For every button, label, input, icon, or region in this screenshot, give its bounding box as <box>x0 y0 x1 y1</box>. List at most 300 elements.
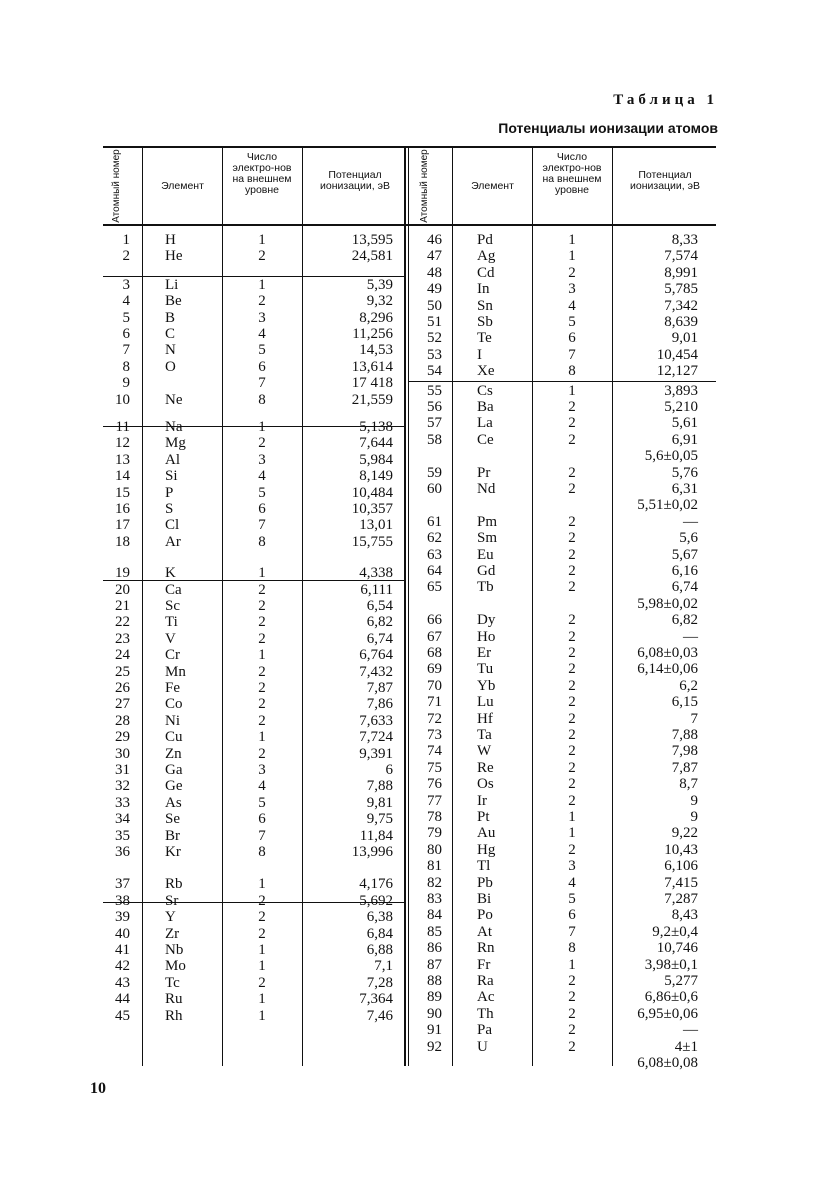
potential-cell: 10,43 <box>664 841 698 858</box>
element-cell: He <box>165 248 183 265</box>
page-number: 10 <box>90 1080 106 1097</box>
electrons-cell: 2 <box>568 727 576 743</box>
electrons-cell: 3 <box>258 762 266 778</box>
potential-cell: 6,14±0,06 <box>637 661 698 678</box>
atomic-number-cell: 26 <box>115 680 130 696</box>
electrons-cell <box>532 596 612 612</box>
header-element: Элемент <box>161 180 204 192</box>
electrons-cell: 7 <box>568 923 576 940</box>
potential-cell: 6,74 <box>366 630 393 647</box>
potential-cell: 6,88 <box>366 942 393 958</box>
electrons-cell: 8 <box>568 363 576 380</box>
potential-cell: 5,6±0,05 <box>644 448 698 465</box>
electrons-cell: 1 <box>258 419 266 435</box>
electrons-cell: 2 <box>568 431 576 448</box>
element-cell: In <box>477 281 490 298</box>
atomic-number-cell: 1 <box>122 232 130 248</box>
atomic-number-cell: 19 <box>115 565 130 582</box>
atomic-number-cell: 54 <box>427 363 442 380</box>
atomic-number-cell: 58 <box>427 431 442 448</box>
element-cell: Ce <box>477 431 494 448</box>
atomic-number-cell: 15 <box>115 484 130 501</box>
element-cell: Mg <box>165 435 186 452</box>
element-cell: Li <box>165 276 179 293</box>
potential-cell: — <box>683 628 698 645</box>
table-caption: Таблица 1 <box>613 92 718 108</box>
potential-cell: 7,574 <box>664 248 698 265</box>
electrons-cell: 2 <box>258 909 266 926</box>
electrons-cell: 2 <box>568 399 576 415</box>
potential-cell: 3,893 <box>664 382 698 399</box>
potential-cell: 9,22 <box>671 825 698 842</box>
electrons-cell: 4 <box>568 297 576 314</box>
element-cell: Ra <box>477 973 494 989</box>
atomic-number-cell: 41 <box>115 942 130 958</box>
potential-cell: 7,87 <box>671 759 698 776</box>
element-cell: Te <box>477 330 492 347</box>
potential-cell: 24,581 <box>351 248 393 265</box>
atomic-number-cell: 28 <box>115 712 130 729</box>
atomic-number-cell: 50 <box>427 297 442 314</box>
potential-cell: 9,75 <box>366 811 393 828</box>
potential-cell: 8,149 <box>359 468 393 485</box>
element-cell: Y <box>165 909 176 926</box>
atomic-number-cell: 85 <box>427 923 442 940</box>
element-cell: Sm <box>477 530 498 547</box>
header-atomic-number: Атомный номер <box>111 149 122 223</box>
element-cell: Fe <box>165 680 180 696</box>
atomic-number-cell: 46 <box>427 232 442 248</box>
atomic-number-cell: 20 <box>115 581 130 598</box>
element-cell: B <box>165 309 176 326</box>
element-cell: Pb <box>477 874 493 891</box>
atomic-number-cell: 80 <box>427 841 442 858</box>
potential-cell: 7,364 <box>359 991 393 1008</box>
electrons-cell: 2 <box>568 661 576 678</box>
electrons-cell: 6 <box>568 907 576 924</box>
atomic-number-cell: 77 <box>427 792 442 809</box>
electrons-cell: 8 <box>258 844 266 860</box>
element-cell <box>477 448 532 464</box>
element-cell: I <box>477 346 482 363</box>
electrons-cell: 3 <box>258 309 266 326</box>
element-cell: N <box>165 342 176 359</box>
atomic-number-cell: 62 <box>427 530 442 547</box>
potential-cell: 10,454 <box>656 346 698 363</box>
element-cell: Ag <box>477 248 496 265</box>
element-cell: Ta <box>477 727 492 743</box>
atomic-number-cell: 69 <box>427 661 442 678</box>
electrons-cell: 1 <box>568 809 576 825</box>
atomic-number-cell: 12 <box>115 435 130 452</box>
potential-cell: 7,287 <box>664 891 698 907</box>
atomic-number-cell: 45 <box>115 1007 130 1024</box>
potential-cell: 6,84 <box>366 925 393 942</box>
potential-cell: 9,2±0,4 <box>652 923 698 940</box>
electrons-cell: 1 <box>258 958 266 975</box>
potential-cell: 5,67 <box>671 546 698 563</box>
atomic-number-cell: 47 <box>427 248 442 265</box>
electrons-cell: 2 <box>568 841 576 858</box>
electrons-cell: 4 <box>258 468 266 485</box>
electrons-cell: 2 <box>258 614 266 631</box>
electrons-cell: 2 <box>258 435 266 452</box>
atomic-number-cell: 59 <box>427 464 442 481</box>
electrons-cell: 1 <box>258 876 266 893</box>
atomic-number-cell: 65 <box>427 579 442 596</box>
atomic-number-cell: 52 <box>427 330 442 347</box>
potential-cell: 10,484 <box>351 484 393 501</box>
element-cell: Th <box>477 1005 494 1022</box>
atomic-number-cell <box>408 1055 442 1071</box>
electrons-cell: 2 <box>258 696 266 713</box>
potential-cell: 5,76 <box>671 464 698 481</box>
atomic-number-cell: 75 <box>427 759 442 776</box>
potential-cell: 6,111 <box>360 581 393 598</box>
potential-cell: 7,1 <box>374 958 393 975</box>
potential-cell: 5,277 <box>664 973 698 989</box>
element-cell: Pa <box>477 1022 492 1039</box>
atomic-number-cell: 43 <box>115 974 130 991</box>
col-divider <box>142 148 143 1066</box>
element-cell: Rh <box>165 1007 183 1024</box>
electrons-cell: 2 <box>568 792 576 809</box>
element-cell: U <box>477 1038 488 1055</box>
element-cell: Sr <box>165 892 179 909</box>
element-cell: Ge <box>165 778 183 795</box>
electrons-cell: 2 <box>568 1038 576 1055</box>
electrons-cell: 4 <box>568 874 576 891</box>
atomic-number-cell <box>408 497 442 513</box>
element-cell: Rb <box>165 876 183 893</box>
element-cell: Nb <box>165 942 184 958</box>
atomic-number-cell: 3 <box>122 276 130 293</box>
potential-cell: 9 <box>690 809 698 825</box>
electrons-cell: 2 <box>568 612 576 629</box>
element-cell: Ar <box>165 533 181 550</box>
potential-cell: 8,7 <box>679 776 698 793</box>
potential-cell: 12,127 <box>656 363 698 380</box>
potential-cell: 15,755 <box>351 533 393 550</box>
potential-cell: 5,61 <box>671 415 698 432</box>
electrons-cell: 2 <box>258 248 266 265</box>
element-cell: Ni <box>165 712 180 729</box>
element-cell: Pd <box>477 232 493 248</box>
atomic-number-cell: 84 <box>427 907 442 924</box>
atomic-number-cell: 27 <box>115 696 130 713</box>
potential-cell: 6,38 <box>366 909 393 926</box>
atomic-number-cell: 51 <box>427 314 442 330</box>
potential-cell: 6,95±0,06 <box>637 1005 698 1022</box>
potential-cell: 8,296 <box>359 309 393 326</box>
electrons-cell: 2 <box>258 974 266 991</box>
electrons-cell: 8 <box>568 940 576 957</box>
element-cell: Pm <box>477 513 498 530</box>
electrons-cell: 2 <box>568 628 576 645</box>
atomic-number-cell: 61 <box>427 513 442 530</box>
element-cell: Hg <box>477 841 496 858</box>
element-cell: Bi <box>477 891 492 907</box>
electrons-cell: 2 <box>568 1005 576 1022</box>
potential-cell: 9,01 <box>671 330 698 347</box>
element-cell: O <box>165 358 176 375</box>
header-element: Элемент <box>471 180 514 192</box>
electrons-cell: 2 <box>568 481 576 497</box>
potential-cell: — <box>683 513 698 530</box>
electrons-cell: 2 <box>568 530 576 547</box>
potential-cell: 5,39 <box>366 276 393 293</box>
electrons-cell: 1 <box>258 1007 266 1024</box>
atomic-number-cell: 70 <box>427 677 442 694</box>
potential-cell: 7,432 <box>359 663 393 680</box>
potential-cell: 6,82 <box>671 612 698 629</box>
electrons-cell: 7 <box>258 517 266 534</box>
electrons-cell: 6 <box>258 358 266 375</box>
top-rule <box>103 146 716 148</box>
potential-cell: 6,91 <box>671 431 698 448</box>
potential-cell: 7,46 <box>366 1007 393 1024</box>
potential-cell: 6,2 <box>679 677 698 694</box>
potential-cell: 21,559 <box>351 391 393 408</box>
element-cell: Au <box>477 825 496 842</box>
potential-cell: 5,785 <box>664 281 698 298</box>
potential-cell: 6,08±0,08 <box>637 1055 698 1071</box>
potential-cell: 6,16 <box>671 563 698 579</box>
element-cell: Ga <box>165 762 183 778</box>
element-cell: Na <box>165 419 183 435</box>
element-cell: Cu <box>165 729 183 746</box>
potential-cell: 13,996 <box>351 844 393 860</box>
electrons-cell: 3 <box>258 451 266 468</box>
atomic-number-cell: 37 <box>115 876 130 893</box>
atomic-number-cell: 21 <box>115 598 130 614</box>
potential-cell: 6,15 <box>671 694 698 711</box>
electrons-cell: 2 <box>258 712 266 729</box>
col-divider <box>302 148 303 1066</box>
potential-cell: 13,595 <box>351 232 393 248</box>
atomic-number-cell: 30 <box>115 745 130 762</box>
electrons-cell: 2 <box>568 563 576 579</box>
atomic-number-cell: 33 <box>115 794 130 811</box>
atomic-number-cell: 53 <box>427 346 442 363</box>
electrons-cell: 5 <box>258 342 266 359</box>
potential-cell: 5,692 <box>359 892 393 909</box>
atomic-number-cell: 10 <box>115 391 130 408</box>
element-cell: K <box>165 565 176 582</box>
potential-cell: 17 418 <box>351 375 393 392</box>
atomic-number-cell: 79 <box>427 825 442 842</box>
atomic-number-cell: 89 <box>427 989 442 1006</box>
potential-cell: 4,176 <box>359 876 393 893</box>
atomic-number-cell: 16 <box>115 501 130 517</box>
atomic-number-cell: 60 <box>427 481 442 497</box>
potential-cell: 7 <box>690 710 698 727</box>
atomic-number-cell: 14 <box>115 468 130 485</box>
potential-cell: 5,6 <box>679 530 698 547</box>
potential-cell: 9 <box>690 792 698 809</box>
atomic-number-cell: 7 <box>122 342 130 359</box>
atomic-number-cell: 49 <box>427 281 442 298</box>
element-cell: Se <box>165 811 180 828</box>
electrons-cell <box>532 497 612 513</box>
table-title: Потенциалы ионизации атомов <box>498 120 718 136</box>
element-cell <box>477 1055 532 1071</box>
element-cell: Tl <box>477 858 491 875</box>
potential-cell: 7,342 <box>664 297 698 314</box>
potential-cell: 8,639 <box>664 314 698 330</box>
electrons-cell: 2 <box>258 680 266 696</box>
electrons-cell: 2 <box>258 663 266 680</box>
atomic-number-cell: 32 <box>115 778 130 795</box>
potential-cell: 7,98 <box>671 743 698 760</box>
element-cell: Cs <box>477 382 493 399</box>
atomic-number-cell: 36 <box>115 844 130 860</box>
potential-cell: 11,84 <box>359 827 393 844</box>
element-cell: Ac <box>477 989 495 1006</box>
element-cell: Be <box>165 293 182 310</box>
electrons-cell: 2 <box>568 513 576 530</box>
potential-cell: 7,88 <box>671 727 698 743</box>
electrons-cell: 2 <box>258 892 266 909</box>
atomic-number-cell: 57 <box>427 415 442 432</box>
electrons-cell: 7 <box>258 375 266 392</box>
potential-cell: 7,633 <box>359 712 393 729</box>
atomic-number-cell: 81 <box>427 858 442 875</box>
potential-cell: 7,87 <box>366 680 393 696</box>
potential-cell: 6 <box>385 762 393 778</box>
electrons-cell: 6 <box>258 501 266 517</box>
atomic-number-cell: 66 <box>427 612 442 629</box>
element-cell: Pr <box>477 464 491 481</box>
element-cell: P <box>165 484 174 501</box>
atomic-number-cell: 8 <box>122 358 130 375</box>
electrons-cell: 2 <box>568 710 576 727</box>
electrons-cell: 4 <box>258 326 266 342</box>
element-cell: Ne <box>165 391 183 408</box>
potential-cell: — <box>683 1022 698 1039</box>
electrons-cell: 2 <box>568 677 576 694</box>
element-cell: Re <box>477 759 494 776</box>
electrons-cell: 7 <box>258 827 266 844</box>
electrons-cell: 2 <box>568 464 576 481</box>
electrons-cell: 2 <box>568 759 576 776</box>
element-cell: Tb <box>477 579 494 596</box>
atomic-number-cell: 56 <box>427 399 442 415</box>
potential-cell: 6,82 <box>366 614 393 631</box>
atomic-number-cell: 9 <box>122 375 130 392</box>
atomic-number-cell: 48 <box>427 264 442 281</box>
atomic-number-cell: 11 <box>115 419 130 435</box>
element-cell: Cl <box>165 517 180 534</box>
potential-cell: 4,338 <box>359 565 393 582</box>
element-cell: Co <box>165 696 183 713</box>
electrons-cell: 1 <box>258 991 266 1008</box>
electrons-cell: 2 <box>568 776 576 793</box>
electrons-cell: 1 <box>568 956 576 973</box>
electrons-cell: 5 <box>568 314 576 330</box>
potential-cell: 9,391 <box>359 745 393 762</box>
element-cell: Ir <box>477 792 487 809</box>
potential-cell: 7,415 <box>664 874 698 891</box>
electrons-cell: 2 <box>568 694 576 711</box>
element-cell: Lu <box>477 694 494 711</box>
electrons-cell: 1 <box>258 276 266 293</box>
electrons-cell: 8 <box>258 533 266 550</box>
element-cell: La <box>477 415 493 432</box>
electrons-cell <box>532 1055 612 1071</box>
electrons-cell: 2 <box>568 264 576 281</box>
element-cell: Si <box>165 468 178 485</box>
electrons-cell <box>532 448 612 464</box>
potential-cell: 6,86±0,6 <box>644 989 698 1006</box>
atomic-number-cell: 78 <box>427 809 442 825</box>
atomic-number-cell: 38 <box>115 892 130 909</box>
potential-cell: 5,51±0,02 <box>637 497 698 514</box>
element-cell: Ti <box>165 614 178 631</box>
potential-cell: 9,81 <box>366 794 393 811</box>
potential-cell: 3,98±0,1 <box>644 956 698 973</box>
electrons-cell: 2 <box>258 745 266 762</box>
element-cell: Po <box>477 907 493 924</box>
electrons-cell: 5 <box>568 891 576 907</box>
atomic-number-cell: 83 <box>427 891 442 907</box>
electrons-cell: 5 <box>258 484 266 501</box>
electrons-cell: 3 <box>568 281 576 298</box>
element-cell: Nd <box>477 481 496 497</box>
potential-cell: 6,106 <box>664 858 698 875</box>
atomic-number-cell: 4 <box>122 293 130 310</box>
atomic-number-cell: 34 <box>115 811 130 828</box>
potential-cell: 5,98±0,02 <box>637 595 698 612</box>
element-cell: Pt <box>477 809 490 825</box>
atomic-number-cell: 23 <box>115 630 130 647</box>
element-cell: Ho <box>477 628 496 645</box>
element-cell: Fr <box>477 956 491 973</box>
atomic-number-cell: 22 <box>115 614 130 631</box>
element-cell: Gd <box>477 563 496 579</box>
element-cell <box>165 375 220 391</box>
electrons-cell: 2 <box>258 925 266 942</box>
electrons-cell: 5 <box>258 794 266 811</box>
element-cell: Sb <box>477 314 493 330</box>
element-cell: Dy <box>477 612 496 629</box>
electrons-cell: 2 <box>568 645 576 661</box>
element-cell: Sc <box>165 598 180 614</box>
header-electrons: Число электро-нов на внешнем уровне <box>542 151 602 196</box>
header-potential: Потенциал ионизации, эВ <box>630 169 700 192</box>
element-cell <box>477 596 532 612</box>
atomic-number-cell: 90 <box>427 1005 442 1022</box>
atomic-number-cell: 74 <box>427 743 442 760</box>
element-cell: Rn <box>477 940 495 957</box>
element-cell: Cr <box>165 647 180 664</box>
atomic-number-cell: 67 <box>427 628 442 645</box>
potential-cell: 6,74 <box>671 579 698 596</box>
electrons-cell: 7 <box>568 346 576 363</box>
header-potential: Потенциал ионизации, эВ <box>320 169 390 192</box>
element-cell: Ca <box>165 581 182 598</box>
electrons-cell: 6 <box>568 330 576 347</box>
electrons-cell: 2 <box>568 989 576 1006</box>
electrons-cell: 2 <box>568 415 576 432</box>
atomic-number-cell: 64 <box>427 563 442 579</box>
potential-cell: 8,43 <box>671 907 698 924</box>
potential-cell: 6,08±0,03 <box>637 645 698 661</box>
atomic-number-cell: 6 <box>122 326 130 342</box>
electrons-cell: 1 <box>568 382 576 399</box>
electrons-cell: 2 <box>258 630 266 647</box>
electrons-cell: 2 <box>568 1022 576 1039</box>
